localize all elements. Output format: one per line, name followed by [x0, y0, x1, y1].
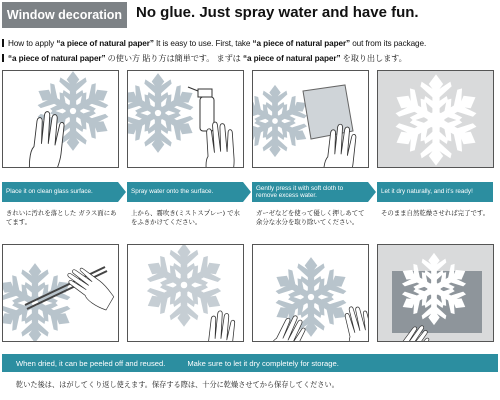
step4-jp: そのまま自然乾燥させれば完了です。 [381, 209, 490, 217]
bottom-bar [2, 354, 498, 372]
step3-label [252, 182, 368, 202]
step1-panel [2, 70, 119, 168]
instr-jp-text2: を取り出します。 [340, 54, 407, 63]
step2-panel [127, 70, 244, 168]
hand-icon [61, 264, 118, 311]
step3-arrow [368, 182, 376, 202]
header-title: Window decoration [6, 8, 123, 22]
step1-label-text: Place it on clean glass surface. [6, 188, 93, 196]
snowflake-icon [128, 73, 199, 153]
header-title-box [2, 2, 127, 28]
instr-jp-text1: の使い方 貼り方は簡単です。 まずは [105, 54, 243, 63]
step2-label [127, 182, 243, 202]
peel-panel-2 [127, 244, 244, 342]
peel-panel-4 [377, 244, 494, 342]
peel1-illustration [3, 245, 119, 342]
step1-illustration [3, 71, 119, 168]
step1-arrow [118, 182, 126, 202]
peel4-illustration [378, 245, 494, 342]
step4-panel [377, 70, 494, 168]
peel3-illustration [253, 245, 369, 342]
step4-illustration [378, 71, 494, 168]
step3-illustration [253, 71, 369, 168]
step2-arrow [243, 182, 251, 202]
storage-text: Make sure to let it dry completely for storage. [187, 358, 339, 368]
footer-jp: 乾いた後は、はがしてくり返し使えます。保存する際は、十分に乾燥させてから保存してください。 [16, 380, 339, 389]
peel-panel-1 [2, 244, 119, 342]
instr-prefix: How to apply [8, 39, 57, 48]
instr-jp-product-2: “a piece of natural paper” [242, 54, 341, 63]
bullet-mark [2, 54, 4, 62]
step3-label-text: Gently press it with soft cloth to remove excess water. [256, 184, 344, 199]
instr-product: “a piece of natural paper” [56, 39, 154, 48]
step2-jp: 上から、霧吹き(ミストスプレー) で水をふきかけてください。 [131, 209, 240, 226]
snowflake-icon [270, 257, 353, 337]
snowflake-icon [389, 74, 484, 165]
hand-icon [205, 311, 235, 342]
instr-jp-product: “a piece of natural paper” [8, 54, 106, 63]
instr-product-2: “a piece of natural paper” [252, 39, 351, 48]
instructions-en [2, 39, 426, 48]
removal-text: When dried, it can be peeled off and reused. [16, 358, 166, 368]
step1-label [2, 182, 118, 202]
peel-panel-3 [252, 244, 369, 342]
bullet-mark [2, 39, 4, 47]
tagline: No glue. Just spray water and have fun. [136, 4, 419, 21]
step3-panel [252, 70, 369, 168]
step2-label-text: Spray water onto the surface. [131, 188, 214, 196]
step4-label [377, 182, 493, 202]
step3-jp: ガーゼなどを使って優しく押しあてて 余分な水分を取り除いてください。 [256, 209, 365, 226]
step1-jp: きれいに汚れを落とした ガラス面にあてます。 [6, 209, 117, 226]
instr-middle: It is easy to use. First, take [153, 39, 253, 48]
step2-illustration [128, 71, 244, 168]
peel2-illustration [128, 245, 244, 342]
instructions-jp [2, 53, 407, 64]
instr-suffix: out from its package. [350, 39, 427, 48]
step4-label-text: Let it dry naturally, and it’s ready! [381, 188, 473, 196]
snowflake-icon [141, 245, 228, 327]
